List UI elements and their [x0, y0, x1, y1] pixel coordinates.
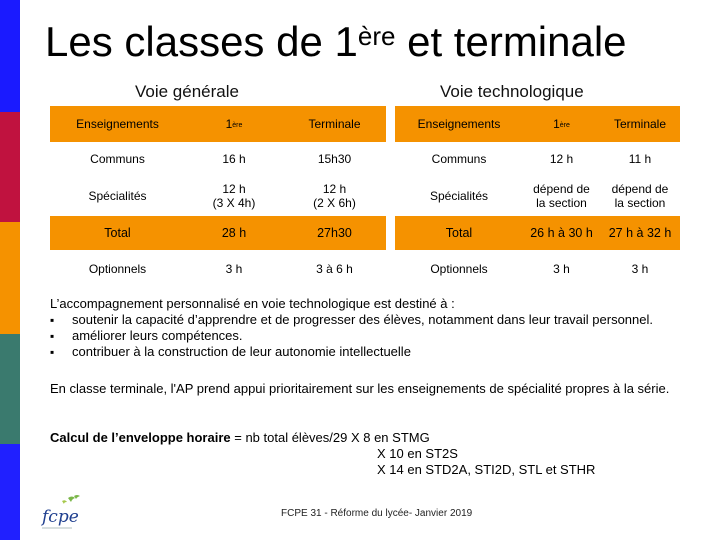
- bullet-icon: ▪: [50, 329, 55, 343]
- cell: Spécialités: [50, 176, 185, 216]
- cell: 15h30: [283, 142, 386, 176]
- table-row: [50, 250, 386, 288]
- title-rest: et terminale: [395, 18, 627, 65]
- table-row: [50, 176, 386, 216]
- sidebar-band-crimson: [0, 112, 20, 222]
- enveloppe-line: [50, 430, 690, 446]
- table-row: [50, 142, 386, 176]
- cell: 3 à 6 h: [283, 250, 386, 288]
- cell: 11 h: [600, 142, 680, 176]
- sidebar-band-orange: [0, 222, 20, 334]
- table-header-row: [50, 106, 386, 142]
- subhead-voie-generale: Voie générale: [135, 82, 239, 101]
- header-terminale: Terminale: [283, 106, 386, 142]
- cell: Spécialités: [395, 176, 523, 216]
- slide-title: [45, 14, 627, 70]
- cell: 27 h à 32 h: [600, 216, 680, 250]
- fcpe-logo: [38, 494, 86, 534]
- cell: dépend de la section: [600, 176, 680, 216]
- table-voie-technologique: [395, 106, 680, 288]
- cell: Optionnels: [395, 250, 523, 288]
- list-item: ▪ soutenir la capacité d’apprendre et de progresser des élèves, notamment dans leur travail personnel.: [50, 312, 654, 327]
- header-enseignements: Enseignements: [50, 106, 185, 142]
- cell: 3 h: [523, 250, 600, 288]
- cell: 3 h: [600, 250, 680, 288]
- table-row: [395, 176, 680, 216]
- cell: 12 h: [523, 142, 600, 176]
- cell: 12 h (3 X 4h): [185, 176, 283, 216]
- ap-paragraph: En classe terminale, l'AP prend appui prioritairement sur les enseignements de spécialité propres à la série.: [50, 381, 670, 396]
- cell: Total: [50, 216, 185, 250]
- bullet-icon: ▪: [50, 313, 55, 327]
- header-premiere: 1ère: [185, 106, 283, 142]
- cell: Total: [395, 216, 523, 250]
- bullet-icon: ▪: [50, 345, 55, 359]
- sidebar-band-blue: [0, 0, 20, 112]
- cell: Optionnels: [50, 250, 185, 288]
- cell: dépend de la section: [523, 176, 600, 216]
- table-row: [395, 142, 680, 176]
- table-row-total: [50, 216, 386, 250]
- subhead-voie-technologique: Voie technologique: [440, 82, 584, 101]
- cell: 26 h à 30 h: [523, 216, 600, 250]
- cell: Communs: [50, 142, 185, 176]
- table-row: [395, 250, 680, 288]
- list-item: ▪ améliorer leurs compétences.: [50, 328, 243, 343]
- sidebar-band-blue-bottom: [0, 444, 20, 540]
- list-item: ▪ contribuer à la construction de leur autonomie intellectuelle: [50, 344, 411, 359]
- accompagnement-heading: L’accompagnement personnalisé en voie technologique est destiné à :: [50, 296, 455, 311]
- enveloppe-formula: = nb total élèves/29 X 8 en STMG: [230, 430, 430, 445]
- enveloppe-label: Calcul de l’enveloppe horaire: [50, 430, 231, 445]
- header-terminale: Terminale: [600, 106, 680, 142]
- enveloppe-line: X 10 en ST2S: [377, 446, 458, 461]
- title-main: Les classes de 1: [45, 18, 358, 65]
- cell: 28 h: [185, 216, 283, 250]
- table-row-total: [395, 216, 680, 250]
- accompagnement-list: [50, 312, 710, 360]
- enveloppe-line: X 14 en STD2A, STI2D, STL et STHR: [377, 462, 596, 477]
- cell: Communs: [395, 142, 523, 176]
- cell: 16 h: [185, 142, 283, 176]
- sidebar-band-teal: [0, 334, 20, 444]
- header-premiere: 1ère: [523, 106, 600, 142]
- color-sidebar: [0, 0, 20, 540]
- table-voie-generale: [50, 106, 386, 288]
- cell: 12 h (2 X 6h): [283, 176, 386, 216]
- logo-text: fcpe: [42, 507, 79, 527]
- cell: 3 h: [185, 250, 283, 288]
- footer-text: FCPE 31 - Réforme du lycée- Janvier 2019: [281, 508, 473, 519]
- table-header-row: [395, 106, 680, 142]
- cell: 27h30: [283, 216, 386, 250]
- accompagnement-section: [50, 296, 710, 360]
- header-enseignements: Enseignements: [395, 106, 523, 142]
- enveloppe-section: [50, 430, 690, 478]
- title-superscript: ère: [357, 21, 396, 51]
